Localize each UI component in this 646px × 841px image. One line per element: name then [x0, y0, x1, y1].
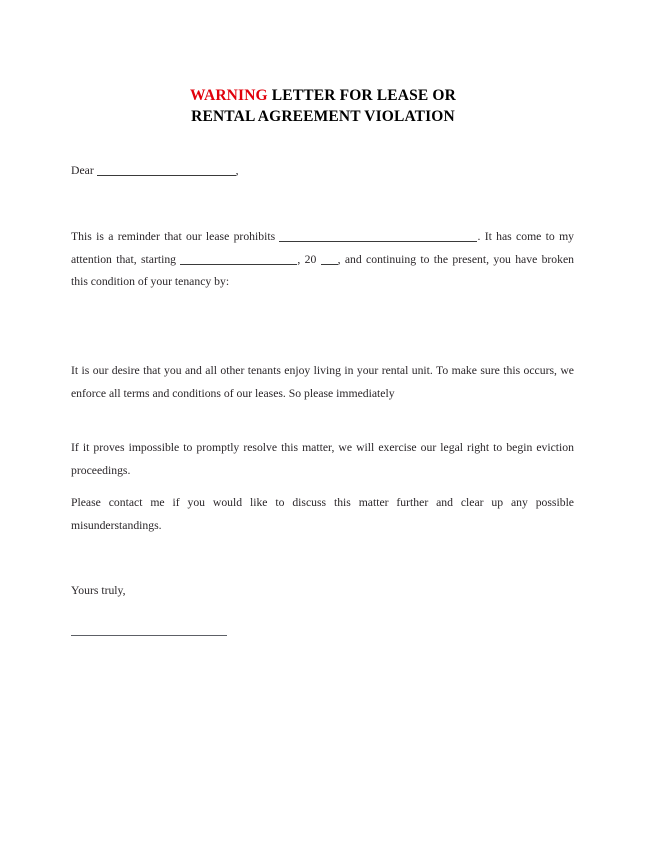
p1-year-blank[interactable] [321, 264, 338, 265]
paragraph-lease-prohibits [71, 226, 574, 294]
document-title [0, 85, 646, 127]
p1-segment-4: , and continuing to the present, you have broken this condition of your tenancy by: [71, 252, 575, 289]
violation-description-area[interactable] [71, 298, 574, 354]
p1-start-date-blank[interactable] [180, 264, 297, 265]
p1-prohibited-activity-blank[interactable] [279, 241, 477, 242]
title-line-1-rest: LETTER FOR LEASE OR [267, 87, 456, 104]
p1-segment-3: , 20 [297, 252, 317, 266]
paragraph-enforcement: It is our desire that you and all other tenants enjoy living in your rental unit. To make sure this occurs, we enforce all terms and conditions of our leases. So please immediately [71, 364, 574, 400]
title-line-2: RENTAL AGREEMENT VIOLATION [191, 108, 455, 125]
salutation [71, 160, 574, 183]
salutation-comma: , [235, 164, 239, 177]
title-warning-word: WARNING [190, 87, 268, 104]
paragraph-eviction-warning: If it proves impossible to promptly resolve this matter, we will exercise our legal right to begin eviction proceedings. [71, 441, 574, 477]
signature-line[interactable] [71, 635, 227, 636]
paragraph-contact-invitation: Please contact me if you would like to discuss this matter further and clear up any possible misunderstandings. [71, 496, 574, 532]
title-line-1 [0, 85, 646, 106]
salutation-name-blank[interactable] [97, 175, 236, 176]
p1-segment-1: This is a reminder that our lease prohibits [71, 230, 276, 243]
closing-salutation: Yours truly, [71, 584, 126, 597]
p1-segment-2: . It has come to my attention that, starting [71, 230, 575, 266]
salutation-label: Dear [71, 164, 94, 177]
